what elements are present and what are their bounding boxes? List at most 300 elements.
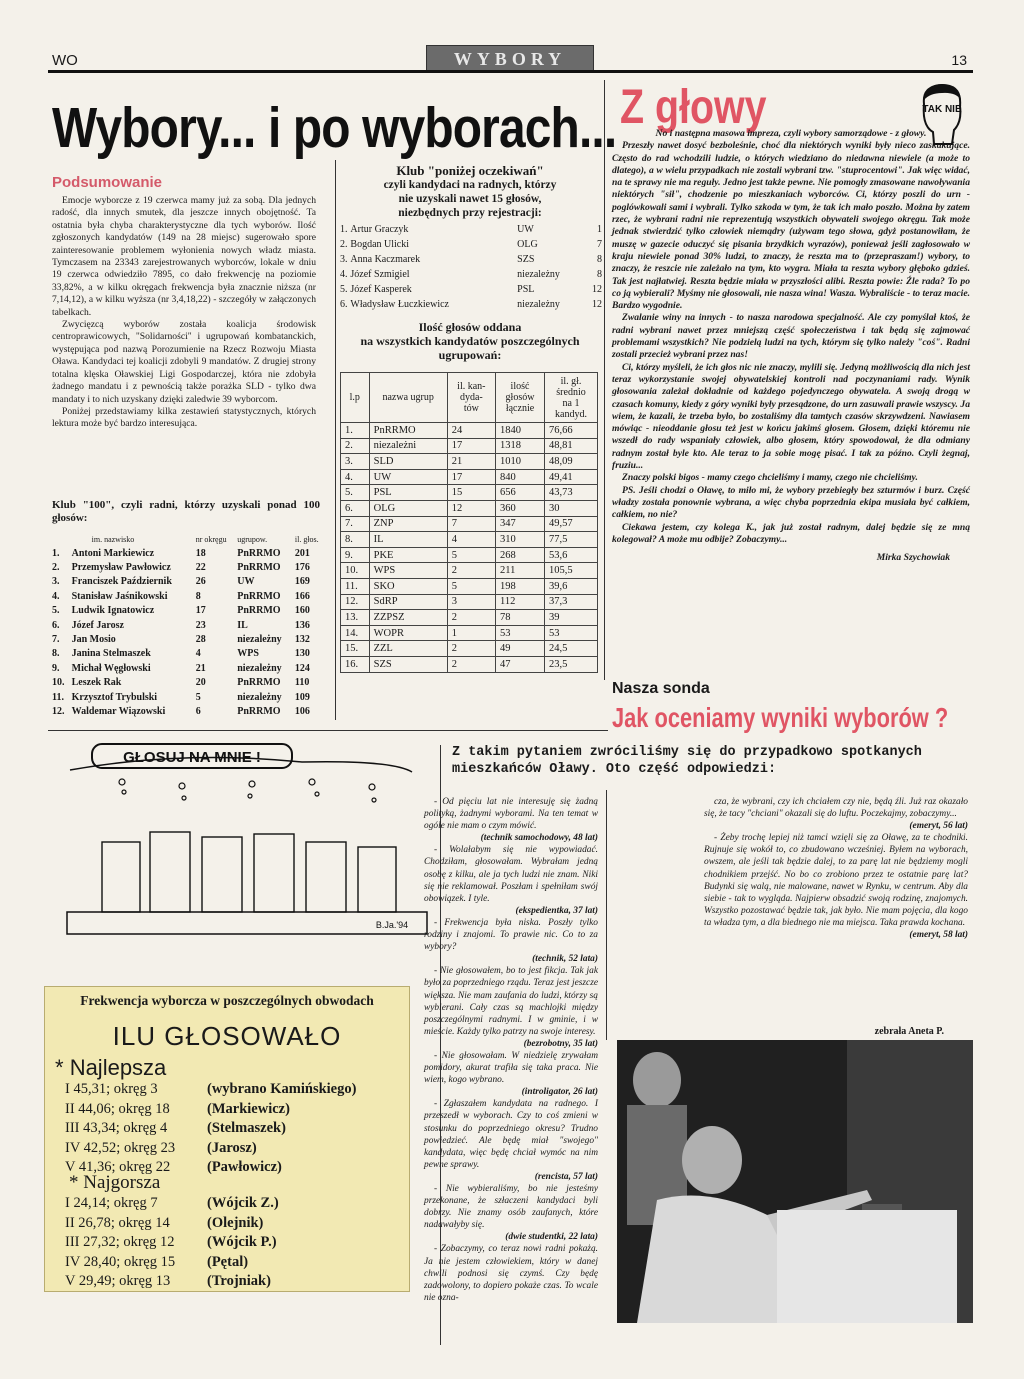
cell-name: Józef Kasperek <box>350 284 412 295</box>
paragraph: Ciekawa jestem, czy kolega K., jak już został radnym, dalej będzie się ze mną kolegował? A może mu odbije? Zobaczymy... <box>612 521 970 545</box>
cell-group: PnRRMO <box>369 423 447 439</box>
cell-group: SZS <box>369 656 447 672</box>
turnout-title: Frekwencja wyborcza w poszczególnych obwodach <box>80 993 374 1008</box>
cell-group: SZS <box>517 254 535 265</box>
survey-answer: cza, że wybrani, czy ich chciałem czy nie, będą źli. Już raz okazało się, że tacy "chciani" okazali się do luftu. Poczekajmy, zobaczymy... <box>704 797 968 820</box>
cell-votes: 176 <box>294 562 310 574</box>
table-row <box>50 589 326 603</box>
table-row <box>341 656 598 672</box>
cell-average: 53 <box>545 625 598 641</box>
table-row <box>341 625 598 641</box>
cell-lp: 2. <box>341 438 370 454</box>
cell-lp: 4. <box>341 469 370 485</box>
cell-group: niezależny <box>237 662 282 674</box>
survey-answer: - Nie głosowałam. W niedzielę zrywałam pomidory, akurat trafiła się taka praca. Nie wiem, kogo wybrano. <box>424 1050 598 1086</box>
cell-name: Janina Stelmaszek <box>71 648 151 660</box>
survey-answer: - Od pięciu lat nie interesuję się żadną polityką, żadnymi wyborami. Na ten temat w ogóle nie mam o czym mówić. <box>424 797 598 832</box>
column-header: l.p <box>341 373 370 423</box>
cell-total: 347 <box>495 516 544 532</box>
table-row <box>341 516 598 532</box>
worst-label: Najgorsza <box>83 1172 161 1193</box>
cell-votes: 160 <box>294 605 310 617</box>
cell-num: 11. <box>52 691 64 703</box>
cell-average: 37,3 <box>545 594 598 610</box>
cell-group: WPS <box>369 563 447 579</box>
cell-lp: 7. <box>341 516 370 532</box>
cell-name: Michał Węgłowski <box>71 662 151 674</box>
cell-total: 656 <box>495 485 544 501</box>
cell-group: IL <box>369 532 447 548</box>
cell-name: Anna Kaczmarek <box>350 254 421 265</box>
cell-candidates: 2 <box>447 563 495 579</box>
cell-name: Jan Mosio <box>71 634 116 646</box>
survey-column-2 <box>704 796 968 941</box>
title-line: nie uzyskali nawet 15 głosów, <box>398 193 542 205</box>
table-row <box>341 532 598 548</box>
cell-total: 360 <box>495 500 544 516</box>
article-subtitle: Podsumowanie <box>52 174 163 191</box>
cell-votes: 136 <box>294 619 310 631</box>
cell-group: niezależni <box>369 438 447 454</box>
turnout-value: I 45,31; okręg 3 <box>65 1081 158 1097</box>
survey-respondent: (introligator, 26 lat) <box>521 1087 598 1098</box>
table-row <box>50 676 326 690</box>
cell-group: PnRRMO <box>237 547 281 559</box>
cell-average: 49,41 <box>545 469 598 485</box>
survey-respondent: (rencista, 57 lat) <box>534 1171 598 1182</box>
cell-num: 4. <box>52 590 60 602</box>
cell-lp: 11. <box>341 578 370 594</box>
paragraph: Poniżej przedstawiamy kilka zestawień statystycznych, których lektura może być bardzo interesująca. <box>52 405 316 430</box>
cell-candidates: 4 <box>447 532 495 548</box>
turnout-winner: (wybrano Kamińskiego) <box>207 1081 357 1097</box>
table-row <box>50 604 326 618</box>
table-row <box>341 578 598 594</box>
cell-group: niezależny <box>517 299 560 310</box>
survey-respondent: (dwie studentki, 22 lata) <box>505 1232 598 1243</box>
column-header: nazwa ugrup <box>369 373 447 423</box>
cell-candidates: 12 <box>447 500 495 516</box>
survey-respondent: (technik, 52 lata) <box>532 954 598 965</box>
cell-total: 49 <box>495 641 544 657</box>
survey-title: Jak oceniamy wyniki wyborów ? <box>612 702 949 733</box>
cell-district: 4 <box>195 648 201 660</box>
cell-num: 5. <box>340 284 348 295</box>
cell-average: 48,81 <box>545 438 598 454</box>
cell-lp: 1. <box>341 423 370 439</box>
cell-name: Waldemar Wiązowski <box>71 705 166 717</box>
turnout-winner: (Markiewicz) <box>207 1100 290 1117</box>
cell-votes: 109 <box>294 691 310 703</box>
turnout-value: I 24,14; okręg 7 <box>65 1195 158 1211</box>
star-icon: * <box>55 1055 64 1080</box>
turnout-winner: (Trojniak) <box>207 1273 271 1289</box>
table-row <box>50 560 326 574</box>
table-row <box>340 267 602 282</box>
cell-num: 2. <box>52 562 60 574</box>
survey-respondent: (technik samochodowy, 48 lat) <box>480 833 598 844</box>
cell-name: Władysław Łuczkiewicz <box>350 299 449 310</box>
cell-district: 18 <box>195 547 206 559</box>
cell-num: 3. <box>52 576 60 588</box>
table-row <box>341 547 598 563</box>
cell-district: 8 <box>195 590 201 602</box>
title-line: Klub "poniżej oczekiwań" <box>396 163 544 178</box>
cell-average: 23,5 <box>545 656 598 672</box>
header-line: głosów <box>505 392 535 403</box>
cell-candidates: 17 <box>447 469 495 485</box>
survey-respondent: (bezrobotny, 35 lat) <box>523 1038 598 1049</box>
cell-votes: 106 <box>294 705 310 717</box>
table-row <box>341 469 598 485</box>
cell-name: Stanisław Jaśnikowski <box>71 590 168 602</box>
cell-name: Artur Graczyk <box>350 224 409 235</box>
cell-lp: 15. <box>341 641 370 657</box>
cell-average: 105,5 <box>545 563 598 579</box>
cell-candidates: 5 <box>447 578 495 594</box>
cell-name: Krzysztof Trybulski <box>71 691 158 703</box>
cell-name: Bogdan Ulicki <box>350 239 410 250</box>
cell-district: 5 <box>195 691 201 703</box>
cell-group: niezależny <box>517 269 560 280</box>
cell-group: SKO <box>369 578 447 594</box>
paragraph: Zwalanie winy na innych - to nasza narodowa specjalność. Ale czy pomyślał ktoś, że radni wybrani nawet przez mniejszą część społeczeństwa i tak będą się zajmować problemami wszystkich? Nie podzielą ludzi na tych, którym się tylko należy "coś". Radni zostali przecież wybrani przez nas! <box>612 312 970 361</box>
cell-total: 310 <box>495 532 544 548</box>
turnout-winner: (Olejnik) <box>207 1214 264 1231</box>
cell-lp: 13. <box>341 610 370 626</box>
cell-lp: 14. <box>341 625 370 641</box>
survey-answer: - Zobaczymy, co teraz nowi radni pokażą. Ja nie jestem człowiekiem, który w danej chwili podnosi się czymś. Czy będę zadowolony, to dopiero pokaże czas. To wcale nie ozna- <box>424 1244 598 1303</box>
survey-answer: - Zgłaszałem kandydata na radnego. I przeszedł w wyborach. Czy to coś zmieni w stosunku do poprzedniego okresu? Trudno powiedzieć. Ale będę miał "swojego" kandydata, więc będę chciał wymóc na nim pewne sprawy. <box>424 1099 598 1170</box>
cell-group: PnRRMO <box>237 705 281 717</box>
turnout-winner: (Pętal) <box>207 1253 249 1270</box>
cell-average: 43,73 <box>545 485 598 501</box>
paragraph: Przeszły nawet dosyć bezboleśnie, choć dla niektórych wyniki były nieco zaskakujące. Często do rad wchodzili ludzie, o których wiedziano do niedawna niewiele (a może to dlatego), a w wielu przypadkach nie zostali wybrani tzw. "stuprocentowi". Jak więc widać, na te sprawy nie ma reguły. Jedno jest także pewne. Nie pomogły zmasowane nawoływania niektórych "sił", chodzenie po mieszkaniach wyborców. Ci, którzy poszli do urn - poglówkowali sami i wybrali. Tylko szkoda w tym, że tak ich mało poszło. Można by zatem rzec, że wybrani radni nie reprezentują wszystkich obywateli swojego okręgu. Tak może jednak stwierdzić tylko człowiek niemądry (używam tego słowa, gdyż postanowiłam, że muszę w gazecie oduczyć się pisania brzydkich wyrazów), ponieważ jeśli zagłosowało w kraju niewiele ponad 30% ludzi, to znaczy, że reszta ma to (przepraszam!) wybory, to znaczy, że reszcie nie zależało na tym, kto wygra. Miała ta reszta wybory głęboko gdzieś. Tak jest najłatwiej. Reszta będzie miała w przyszłości alibi. Reszta powie: Źle rada? To po co ją wybierali? Myśmy nie głosowali, nie nasza wina! Wasza. Wybraliście - to teraz macie. Bardzo wygodnie. <box>612 140 970 312</box>
header-line: il. gł. <box>560 375 582 387</box>
table-row <box>340 282 602 297</box>
table-row <box>50 618 326 632</box>
page-number: 13 <box>951 52 967 68</box>
cell-district: 26 <box>195 576 206 588</box>
cell-num: 6. <box>52 619 60 631</box>
cell-group: PnRRMO <box>237 590 281 602</box>
lead-paragraph: No i następna masowa impreza, czyli wybory samorządowe - z głowy. <box>655 128 927 139</box>
cell-num: 4. <box>340 269 348 280</box>
cell-name: Ludwik Ignatowicz <box>71 605 155 617</box>
cell-average: 24,5 <box>545 641 598 657</box>
survey-answer: - Żeby trochę lepiej niż tamci wzięli się za Oławę, za te chodniki. Rujnuje się wokół to, co zbudowano wcześniej. Byłem na wyborach, owszem, ale jeśli tak będzie dalej, to za parę lat nie będziemy mogli chodnikiem przejść. No bo co zrobiono przez te ostatnie parę lat? Budynki się walą, nie malowane, nawet w Rynku, w centrum. Aby dla siebie - tak to wygląda. Najpierw obsadzić swoją rodzinę, znajomych. Wszystko pozostawać będzie tak, jak było. Nie mam pojęcia, dla kogo ta władza tym, a dla biednego nie ma miejsca. Taka prawda kochana. <box>704 833 968 928</box>
cell-name: Antoni Markiewicz <box>71 547 155 559</box>
cell-group: IL <box>237 619 248 631</box>
header-line: il. kan- <box>457 381 486 392</box>
cell-votes: 8 <box>597 269 602 280</box>
cell-group: ZZL <box>369 641 447 657</box>
cell-group: OLG <box>517 239 538 250</box>
best-label: Najlepsza <box>69 1055 167 1080</box>
cell-total: 1318 <box>495 438 544 454</box>
cartoon-caption: GŁOSUJ NA MNIE ! <box>123 749 261 766</box>
turnout-winner: (Wójcik P.) <box>207 1234 277 1250</box>
best-heading <box>55 1055 166 1081</box>
worst-heading <box>69 1172 160 1194</box>
section-banner: WYBORY <box>426 45 594 72</box>
header-rule <box>48 70 973 73</box>
turnout-value: III 27,32; okręg 12 <box>65 1234 175 1250</box>
table-header-row <box>50 532 326 546</box>
turnout-headline: ILU GŁOSOWAŁO <box>112 1021 342 1051</box>
cell-district: 23 <box>195 619 206 631</box>
survey-respondent: (emeryt, 58 lat) <box>909 930 968 941</box>
star-icon: * <box>69 1172 79 1193</box>
cell-num: 2. <box>340 239 348 250</box>
table-row <box>341 641 598 657</box>
cell-lp: 16. <box>341 656 370 672</box>
voting-photo <box>617 1040 973 1323</box>
cell-district: 20 <box>195 677 206 689</box>
cell-votes: 1 <box>597 224 602 235</box>
cell-average: 48,09 <box>545 454 598 470</box>
table-row <box>340 297 602 312</box>
cell-group: SdRP <box>369 594 447 610</box>
title-line: ugrupowań: <box>438 348 502 362</box>
cell-total: 1840 <box>495 423 544 439</box>
cell-name: Józef Jarosz <box>71 619 124 631</box>
cell-district: 22 <box>195 562 206 574</box>
survey-byline: zebrała Aneta P. <box>874 1026 944 1037</box>
table-row <box>50 575 326 589</box>
cell-name: Józef Szmigiel <box>350 269 410 280</box>
cell-average: 77,5 <box>545 532 598 548</box>
header-line: na 1 <box>562 397 580 409</box>
cell-group: ZNP <box>369 516 447 532</box>
survey-answer: - Nie głosowałem, bo to jest fikcja. Tak jak było za poprzedniego rządu. Teraz jest jeszcze większa. Nie mam zaufania do ludzi, którzy są wybierani. Cały czas są machlojki między poszczególnymi radnymi. I w gminie, i w mieście. Każdy tylko patrzy na swoje interesy. <box>424 966 598 1037</box>
cartoon-signature: B.Ja.'94 <box>375 920 409 930</box>
cell-average: 76,66 <box>545 423 598 439</box>
paragraph: Emocje wyborcze z 19 czerwca mamy już za sobą. Dla jednych radość, dla innych smutek, dla jeszcze innych obojętność. Ta ostatnia była chyba charakterystyczne dla tych wyborów. Ilość zgłoszonych kandydatów (149 na 28 miejsc) sugerowało spore zainteresowanie problemem wyłonienia nowych władz miasta. Tymczasem na 23343 zarejestrowanych wyborców, lokale w dniu 19 czerwca odwiedziło 7895, co dało frekwencję na poziomie 33,82%, a w kilku okręgach frekwencja była znacznie niższa (nr 7,14,12), a w kilku wyższa (nr 3,4,18,22) - szczegóły w załączonych tabelkach. <box>52 195 316 318</box>
paragraph: PS. Jeśli chodzi o Oławę, to miło mi, że wybory przebiegły bez szturmów i burz. Część władzy została ponownie wybrana, a więc chyba poprzednia ekipa musiała być całkiem, całkiem, no nie? <box>612 484 970 521</box>
cell-average: 49,57 <box>545 516 598 532</box>
table-row <box>340 222 602 237</box>
header-line: łącznie <box>505 403 535 414</box>
column-header <box>447 373 495 423</box>
title-line: niezbędnych przy rejestracji: <box>398 207 542 219</box>
cell-name: Franciszek Październik <box>71 576 172 588</box>
title-line: Ilość głosów oddana <box>418 320 522 334</box>
cell-district: 6 <box>195 705 201 717</box>
cell-votes: 7 <box>597 239 602 250</box>
cell-votes: 12 <box>592 299 602 310</box>
survey-answer: - Frekwencja była niska. Poszły tylko rodziny i znajomi. To prawie nic. Co to za wybory? <box>424 917 598 953</box>
cell-total: 840 <box>495 469 544 485</box>
section-rule <box>48 730 608 731</box>
cell-num: 1. <box>340 224 348 235</box>
header-line: tów <box>463 403 479 414</box>
column-header: ugrupow. <box>237 534 268 544</box>
article-title: Wybory... i po wyborach... <box>52 96 617 160</box>
turnout-value: II 26,78; okręg 14 <box>65 1214 170 1231</box>
turnout-value: IV 28,40; okręg 15 <box>65 1253 176 1270</box>
cell-num: 7. <box>52 634 60 646</box>
table-row <box>50 661 326 675</box>
table-header-row <box>341 373 598 423</box>
cell-num: 6. <box>340 299 348 310</box>
cell-total: 268 <box>495 547 544 563</box>
cell-group: SLD <box>369 454 447 470</box>
survey-answer: - Nie wybieraliśmy, bo nie jesteśmy przekonane, że szłaczeni kandydaci byli dobrzy. Nie znamy osób zaufanych, które nadawałyby się. <box>424 1184 598 1231</box>
turnout-winner: (Wójcik Z.) <box>207 1195 279 1211</box>
cell-average: 39 <box>545 610 598 626</box>
table-row <box>341 423 598 439</box>
cell-candidates: 17 <box>447 438 495 454</box>
cell-group: WPS <box>237 648 259 660</box>
cell-district: 21 <box>195 662 206 674</box>
cell-total: 112 <box>495 594 544 610</box>
cell-candidates: 2 <box>447 641 495 657</box>
header-line: średnio <box>556 386 586 398</box>
cell-candidates: 7 <box>447 516 495 532</box>
cell-lp: 5. <box>341 485 370 501</box>
cell-total: 211 <box>495 563 544 579</box>
turnout-value: V 29,49; okręg 13 <box>65 1273 171 1289</box>
turnout-value: IV 42,52; okręg 23 <box>65 1139 176 1156</box>
cell-votes: 8 <box>597 254 602 265</box>
paragraph: Ci, którzy myśleli, że ich głos nic nie znaczy, mylili się. Jedyną możliwością dla nich jest teraz wykorzystanie swojej obywatelskiej kontroli nad poczynaniami rady. Wynik głosowania zależał dokładnie od każdego pojedynczego obywatela. A swoją drogą w czasach komuny, kiedy z góry wyniki były przesądzone, do urn zasuwali prawie wszyscy. Ja wiem, że kazali, że trzeba było, bo zostaliśmy dla tamtych czasów skrzywdzeni. Nawiasem mówiąc - nieoddanie głosu też jest w końcu jakimś głosem. Głosem, dzięki któremu nie wszedł do rady wspaniały człowiek, albo głosem, który spowodował, że dla odmiany radnym został byle kto. Ale teraz to ja sobie mogę pisać. I tak za późno. Czyli żegnaj, fruziu... <box>612 361 970 472</box>
survey-respondent: (ekspedientka, 37 lat) <box>515 905 598 916</box>
cell-group: PSL <box>369 485 447 501</box>
turnout-value: V 41,36; okręg 22 <box>65 1159 171 1175</box>
cell-num: 9. <box>52 662 60 674</box>
article-body <box>52 195 316 431</box>
cell-group: PnRRMO <box>237 605 281 617</box>
cell-group: niezależny <box>237 634 282 646</box>
column-divider <box>335 160 336 720</box>
cell-candidates: 3 <box>447 594 495 610</box>
table-row <box>50 647 326 661</box>
paragraph: Znaczy polski bigos - mamy czego chcieliśmy i mamy, czego nie chcieliśmy. <box>622 472 918 484</box>
cell-total: 47 <box>495 656 544 672</box>
column-header: il. głos. <box>294 534 319 544</box>
cell-group: OLG <box>369 500 447 516</box>
turnout-winner: (Stelmaszek) <box>207 1120 286 1136</box>
cell-total: 78 <box>495 610 544 626</box>
cell-num: 12. <box>52 705 65 717</box>
header-line: dyda- <box>459 392 483 403</box>
cell-candidates: 1 <box>447 625 495 641</box>
head-sketch-label: TAK NIE <box>922 104 962 115</box>
cell-lp: 10. <box>341 563 370 579</box>
table-row <box>341 594 598 610</box>
cell-group: niezależny <box>237 691 282 703</box>
cell-group: PnRRMO <box>237 677 281 689</box>
table-row <box>341 500 598 516</box>
klub-ponizej-table <box>340 222 602 312</box>
title-line: na wszystkich kandydatów poszczególnych <box>360 334 580 348</box>
cell-votes: 12 <box>592 284 602 295</box>
cell-lp: 8. <box>341 532 370 548</box>
cell-group: PnRRMO <box>237 562 281 574</box>
table-row <box>341 610 598 626</box>
column-divider <box>604 80 605 680</box>
header-line: kandyd. <box>555 408 587 420</box>
klub100-title: Klub "100", czyli radni, którzy uzyskali ponad 100 głosów: <box>52 499 320 524</box>
cell-lp: 6. <box>341 500 370 516</box>
cell-votes: 132 <box>294 634 310 646</box>
turnout-box <box>44 986 410 1292</box>
table-row <box>50 546 326 560</box>
table-row <box>50 690 326 704</box>
cell-candidates: 2 <box>447 656 495 672</box>
cell-average: 53,6 <box>545 547 598 563</box>
column-header <box>495 373 544 423</box>
klub-ponizej-title <box>338 164 602 220</box>
cell-group: UW <box>237 576 255 588</box>
cell-district: 28 <box>195 634 206 646</box>
cell-total: 198 <box>495 578 544 594</box>
cell-group: UW <box>369 469 447 485</box>
column-title: Z głowy <box>620 81 767 134</box>
table-row <box>340 237 602 252</box>
column-header: im. nazwisko <box>91 534 135 544</box>
turnout-value: III 43,34; okręg 4 <box>65 1120 168 1136</box>
cell-num: 1. <box>52 547 60 559</box>
cell-district: 17 <box>195 605 206 617</box>
cell-total: 1010 <box>495 454 544 470</box>
survey-intro: Z takim pytaniem zwróciliśmy się do przypadkowo spotkanych mieszkańców Oławy. Oto część odpowiedzi: <box>452 745 922 777</box>
author-signature: Mirka Szychowiak <box>876 552 950 564</box>
column-header <box>545 373 598 423</box>
cell-total: 53 <box>495 625 544 641</box>
klub100-table <box>50 532 326 719</box>
turnout-winner: (Pawłowicz) <box>207 1159 282 1175</box>
title-line: czyli kandydaci na radnych, którzy <box>383 179 557 191</box>
cell-name: Leszek Rak <box>71 677 122 689</box>
cell-candidates: 15 <box>447 485 495 501</box>
survey-kicker: Nasza sonda <box>612 680 710 697</box>
page-section-label: WO <box>52 52 78 69</box>
column-header: nr okręgu <box>195 534 227 544</box>
column-body <box>612 128 970 564</box>
cell-candidates: 24 <box>447 423 495 439</box>
cell-lp: 12. <box>341 594 370 610</box>
table-row <box>340 252 602 267</box>
cell-group: WOPR <box>369 625 447 641</box>
cell-candidates: 5 <box>447 547 495 563</box>
cell-votes: 201 <box>294 547 310 559</box>
cell-num: 10. <box>52 677 65 689</box>
table-row <box>341 438 598 454</box>
cell-name: Przemysław Pawłowicz <box>71 562 171 574</box>
survey-column-1 <box>424 796 598 1304</box>
cell-average: 39,6 <box>545 578 598 594</box>
cell-votes: 169 <box>294 576 310 588</box>
cell-votes: 110 <box>294 677 310 689</box>
cell-average: 30 <box>545 500 598 516</box>
cell-num: 8. <box>52 648 60 660</box>
table-row <box>341 485 598 501</box>
cell-num: 5. <box>52 605 60 617</box>
glosy-title <box>338 320 602 362</box>
cell-lp: 3. <box>341 454 370 470</box>
cell-candidates: 2 <box>447 610 495 626</box>
table-row <box>341 563 598 579</box>
cell-votes: 130 <box>294 648 310 660</box>
cell-votes: 124 <box>294 662 310 674</box>
turnout-winner: (Jarosz) <box>207 1139 257 1156</box>
survey-answer: - Wolałabym się nie wypowiadać. Chodziłam, głosowałam. Wybrałam jedną osobę z kilku, ale ja tych ludzi nie znam. Niki się nie reklamował. Poszłam i spełniłam swój obowiązek. I tyle. <box>424 845 598 904</box>
paragraph: Zwycięzcą wyborów została koalicja środowisk centroprawicowych, "Solidarności" i ugrupowań kombatanckich, występująca pod nazwą Porozumienie na Rzecz Rozwoju Miasta Oława. Kandydaci tej koalicji zdobyli 9 mandatów. Z drugiej strony totalna klęska Oławskiej Ligi Gospodarczej, która nie zdobyła żadnego mandatu i z pewnością także porażka SLD - tylko dwa mandaty i to nich uzyskany dzięki zaledwie 39 wyborcom. <box>52 319 316 405</box>
table-row <box>50 632 326 646</box>
election-cartoon <box>62 742 434 942</box>
